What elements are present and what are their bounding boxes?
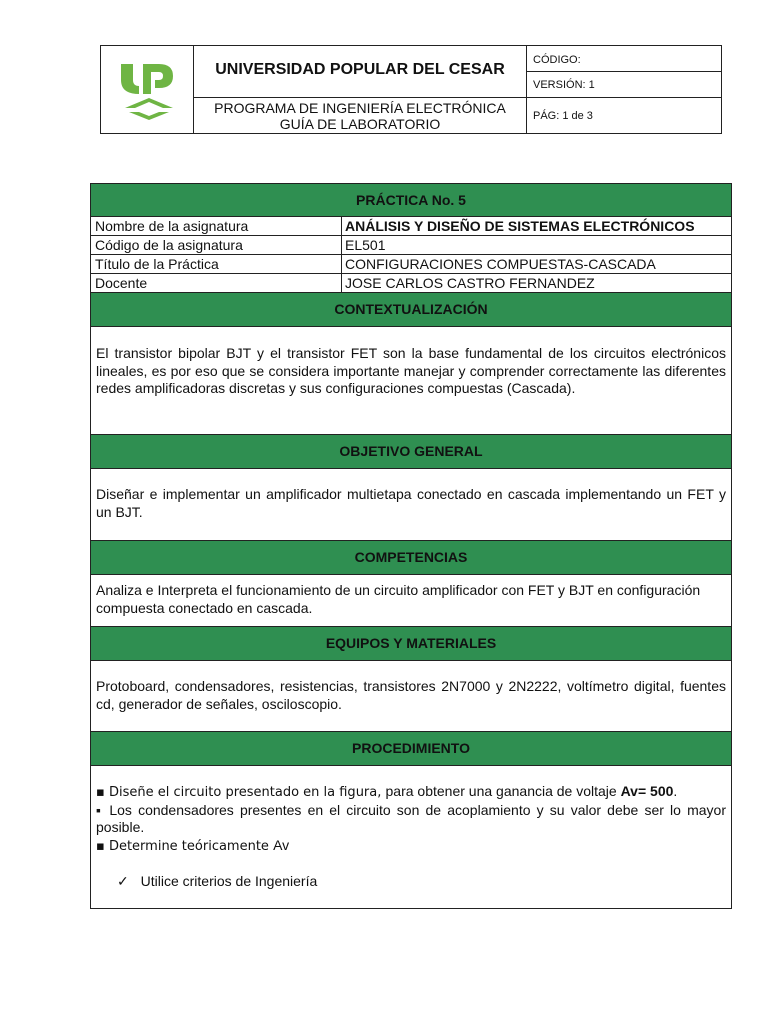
checkmark-icon: ✓ <box>117 873 129 889</box>
university-logo <box>115 60 179 122</box>
row-value: ANÁLISIS Y DISEÑO DE SISTEMAS ELECTRÓNICOS <box>345 218 695 234</box>
practice-table <box>90 183 732 909</box>
procedure-item: ▪ Determine teóricamente Av <box>96 836 290 854</box>
row-value: EL501 <box>345 237 386 253</box>
context-text: El transistor bipolar BJT y el transistor FET son la base fundamental de los circuitos electrónicos lineales, es por eso que se considera importante manejar y comprender correctamente las diferentes redes amplificadoras discretas y sus configuraciones compuestas (Cascada). <box>96 345 726 397</box>
program-line: PROGRAMA DE INGENIERÍA ELECTRÓNICA <box>214 100 506 116</box>
equipment-text: Protoboard, condensadores, resistencias, transistores 2N7000 y 2N2222, voltímetro digital, fuentes cd, generador de señales, osciloscopio. <box>96 678 726 712</box>
table-row <box>91 217 731 236</box>
competencies-heading: COMPETENCIAS <box>91 540 731 575</box>
context-heading: CONTEXTUALIZACIÓN <box>91 292 731 327</box>
procedure-check-item <box>117 873 317 890</box>
row-value: JOSE CARLOS CASTRO FERNANDEZ <box>345 275 595 291</box>
objective-text: Diseñar e implementar un amplificador multietapa conectado en cascada implementando un FET y un BJT. <box>96 486 726 520</box>
procedure-item: ▪ Los condensadores presentes en el circuito son de acoplamiento y su valor debe ser lo mayor posible. <box>96 801 726 836</box>
row-value: CONFIGURACIONES COMPUESTAS-CASCADA <box>345 256 656 272</box>
procedure-heading: PROCEDIMIENTO <box>91 731 731 766</box>
row-key: Docente <box>95 275 148 291</box>
practice-title: PRÁCTICA No. 5 <box>91 183 731 217</box>
objective-heading: OBJETIVO GENERAL <box>91 434 731 469</box>
guide-line: GUÍA DE LABORATORIO <box>279 116 441 132</box>
procedure-list <box>96 783 726 855</box>
code-field: CÓDIGO: <box>533 54 581 66</box>
university-name: UNIVERSIDAD POPULAR DEL CESAR <box>215 61 505 78</box>
procedure-item: ▪ Diseñe el circuito presentado en la figura, para obtener una ganancia de voltaje Av= 500. <box>96 783 678 800</box>
table-row <box>91 236 731 255</box>
row-key: Título de la Práctica <box>95 256 219 272</box>
row-key: Nombre de la asignatura <box>95 218 249 234</box>
program-title <box>194 100 526 132</box>
table-row <box>91 274 731 293</box>
competencies-text: Analiza e Interpreta el funcionamiento de un circuito amplificador con FET y BJT en configuración compuesta conectado en cascada. <box>96 582 701 616</box>
table-row <box>91 255 731 274</box>
row-key: Código de la asignatura <box>95 237 243 253</box>
check-item-text: Utilice criterios de Ingeniería <box>140 873 318 889</box>
document-header <box>100 45 722 134</box>
version-field: VERSIÓN: 1 <box>533 79 595 91</box>
page-field: PÁG: 1 de 3 <box>533 110 593 122</box>
equipment-heading: EQUIPOS Y MATERIALES <box>91 626 731 661</box>
